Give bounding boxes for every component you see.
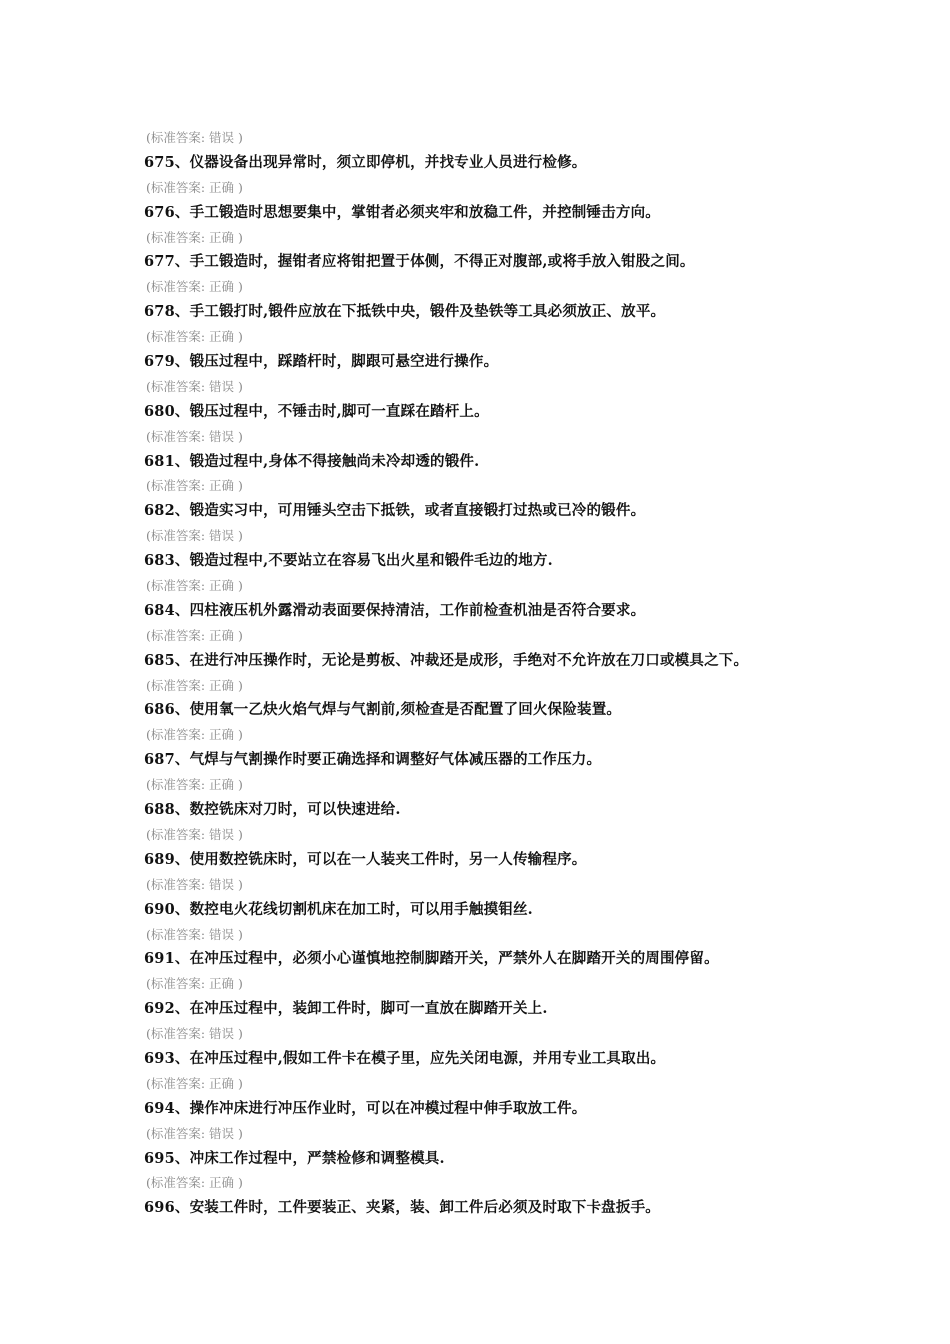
question-line: 677、手工锻造时，握钳者应将钳把置于体侧，不得正对腹部,或将手放入钳股之间。 (144, 253, 695, 271)
question-line: 680、锻压过程中，不锤击时,脚可一直踩在踏杆上。 (144, 402, 489, 420)
answer-line: (标准答案: 正确 ) (146, 677, 243, 693)
answer-line: (标准答案: 错误 ) (146, 428, 243, 444)
answer-line: (标准答案: 错误 ) (146, 130, 243, 145)
question-line: 676、手工锻造时思想要集中，掌钳者必须夹牢和放稳工件，并控制锤击方向。 (144, 203, 660, 221)
question-list (144, 126, 924, 1221)
question-line: 690、数控电火花线切割机床在加工时，可以用手触摸钼丝. (144, 900, 533, 918)
answer-line: (标准答案: 错误 ) (146, 528, 243, 544)
question-line: 694、操作冲床进行冲压作业时，可以在冲模过程中伸手取放工件。 (144, 1099, 587, 1117)
answer-line: (标准答案: 正确 ) (146, 329, 243, 345)
question-line: 683、锻造过程中,不要站立在容易飞出火星和锻件毛边的地方. (144, 552, 553, 570)
question-line: 695、冲床工作过程中，严禁检修和调整模具. (144, 1149, 445, 1167)
answer-line: (标准答案: 正确 ) (146, 179, 243, 195)
question-line: 692、在冲压过程中，装卸工件时，脚可一直放在脚踏开关上. (144, 1000, 548, 1018)
question-line: 675、仪器设备出现异常时，须立即停机，并找专业人员进行检修。 (144, 153, 587, 171)
answer-line: (标准答案: 正确 ) (146, 279, 243, 295)
answer-line: (标准答案: 错误 ) (146, 378, 243, 394)
question-line: 684、四柱液压机外露滑动表面要保持清洁，工作前检查机油是否符合要求。 (144, 601, 646, 619)
question-line: 689、使用数控铣床时，可以在一人装夹工件时，另一人传输程序。 (144, 850, 587, 868)
question-line: 696、安装工件时，工件要装正、夹紧，装、卸工件后必须及时取下卡盘扳手。 (144, 1199, 660, 1217)
answer-line: (标准答案: 正确 ) (146, 578, 243, 594)
answer-line: (标准答案: 正确 ) (146, 727, 243, 743)
question-line: 687、气焊与气割操作时要正确选择和调整好气体减压器的工作压力。 (144, 751, 602, 769)
answer-line: (标准答案: 正确 ) (146, 478, 243, 494)
answer-line: (标准答案: 正确 ) (146, 976, 243, 992)
answer-line: (标准答案: 正确 ) (146, 1075, 243, 1091)
answer-line: (标准答案: 错误 ) (146, 926, 243, 942)
answer-line: (标准答案: 错误 ) (146, 1125, 243, 1141)
question-line: 693、在冲压过程中,假如工件卡在模子里，应先关闭电源，并用专业工具取出。 (144, 1049, 666, 1067)
answer-line: (标准答案: 错误 ) (146, 1026, 243, 1042)
answer-line: (标准答案: 正确 ) (146, 777, 243, 793)
answer-line: (标准答案: 正确 ) (146, 229, 243, 245)
question-line: 679、锻压过程中，踩踏杆时，脚跟可悬空进行操作。 (144, 353, 499, 371)
answer-line: (标准答案: 正确 ) (146, 1175, 243, 1191)
answer-line: (标准答案: 正确 ) (146, 627, 243, 643)
answer-line: (标准答案: 错误 ) (146, 826, 243, 842)
question-line: 685、在进行冲压操作时，无论是剪板、冲裁还是成形，手绝对不允许放在刀口或模具之下。 (144, 651, 749, 669)
question-line: 681、锻造过程中,身体不得接触尚未冷却透的锻件. (144, 452, 480, 470)
question-line: 682、锻造实习中，可用锤头空击下抵铁，或者直接锻打过热或已冷的锻件。 (144, 502, 646, 520)
question-line: 691、在冲压过程中，必须小心谨慎地控制脚踏开关，严禁外人在脚踏开关的周围停留。 (144, 950, 719, 968)
answer-line: (标准答案: 错误 ) (146, 876, 243, 892)
question-line: 688、数控铣床对刀时，可以快速进给. (144, 801, 401, 819)
question-line: 678、手工锻打时,锻件应放在下抵铁中央，锻件及垫铁等工具必须放正、放平。 (144, 303, 666, 321)
question-line: 686、使用氧一乙炔火焰气焊与气割前,须检查是否配置了回火保险装置。 (144, 701, 622, 719)
